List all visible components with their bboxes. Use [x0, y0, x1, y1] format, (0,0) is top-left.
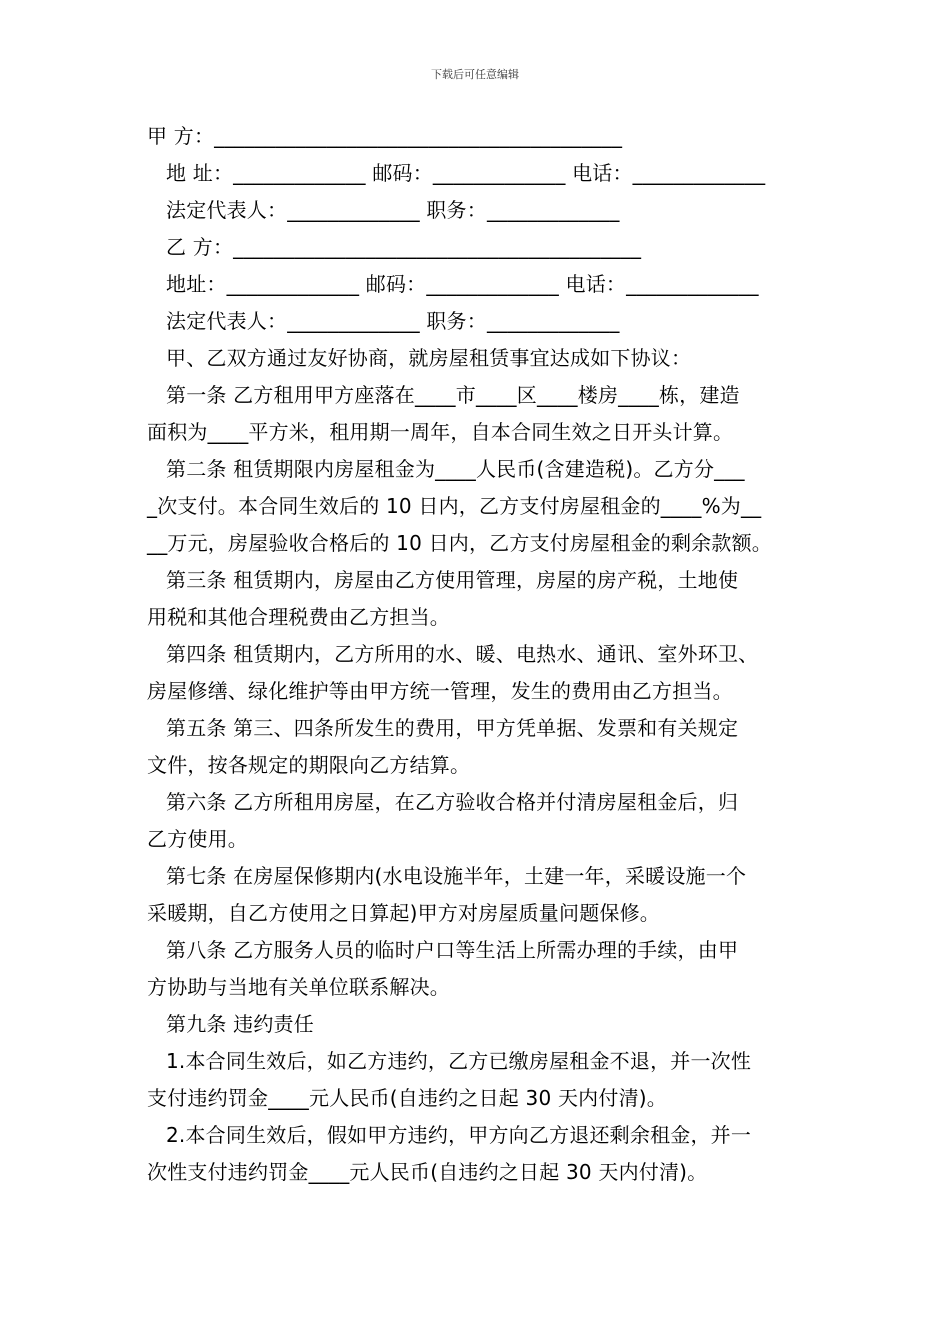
contract-line: 第九条 违约责任	[166, 1012, 314, 1036]
contract-line: 法定代表人：_____________ 职务：_____________	[166, 309, 620, 333]
contract-line: 法定代表人：_____________ 职务：_____________	[166, 198, 620, 222]
contract-line: __万元，房屋验收合格后的 10 日内，乙方支付房屋租金的剩余款额。	[147, 531, 772, 555]
contract-line: 第八条 乙方服务人员的临时户口等生活上所需办理的手续，由甲	[166, 938, 739, 962]
contract-line: 第三条 租赁期内，房屋由乙方使用管理，房屋的房产税，土地使	[166, 568, 739, 592]
contract-line: 文件，按各规定的期限向乙方结算。	[147, 753, 471, 777]
contract-body	[147, 118, 817, 1191]
contract-line: 乙 方：________________________________________	[166, 235, 642, 259]
contract-line: 1.本合同生效后，如乙方违约，乙方已缴房屋租金不退，并一次性	[166, 1049, 752, 1073]
contract-line: 采暖期，自乙方使用之日算起)甲方对房屋质量问题保修。	[147, 901, 661, 925]
contract-line: 乙方使用。	[147, 827, 248, 851]
contract-line: 第四条 租赁期内，乙方所用的水、暖、电热水、通讯、室外环卫、	[166, 642, 759, 666]
header-note: 下载后可任意编辑	[431, 68, 519, 81]
contract-line: 地址：_____________ 邮码：_____________ 电话：_____________	[166, 272, 759, 296]
contract-line: 面积为____平方米，租用期一周年，自本合同生效之日开头计算。	[147, 420, 734, 444]
contract-line: 第七条 在房屋保修期内(水电设施半年，土建一年，采暖设施一个	[166, 864, 747, 888]
contract-line: 第二条 租赁期限内房屋租金为____人民币(含建造税)。乙方分___	[166, 457, 745, 481]
contract-line: 第六条 乙方所租用房屋，在乙方验收合格并付清房屋租金后，归	[166, 790, 739, 814]
contract-line: 2.本合同生效后，假如甲方违约，甲方向乙方退还剩余租金，并一	[166, 1123, 752, 1147]
contract-line: 第一条 乙方租用甲方座落在____市____区____楼房____栋，建造	[166, 383, 740, 407]
contract-line: 甲 方：________________________________________	[147, 124, 623, 148]
contract-line: 用税和其他合理税费由乙方担当。	[147, 605, 450, 629]
contract-line: _次支付。本合同生效后的 10 日内，乙方支付房屋租金的____%为__	[147, 494, 762, 518]
contract-line: 第五条 第三、四条所发生的费用，甲方凭单据、发票和有关规定	[166, 716, 739, 740]
contract-line: 房屋修缮、绿化维护等由甲方统一管理，发生的费用由乙方担当。	[147, 679, 733, 703]
contract-line: 方协助与当地有关单位联系解决。	[147, 975, 450, 999]
contract-line: 甲、乙双方通过友好协商，就房屋租赁事宜达成如下协议：	[166, 346, 692, 370]
contract-line: 支付违约罚金____元人民币(自违约之日起 30 天内付清)。	[147, 1086, 667, 1110]
contract-line: 地 址：_____________ 邮码：_____________ 电话：_____________	[166, 161, 766, 185]
contract-line: 次性支付违约罚金____元人民币(自违约之日起 30 天内付清)。	[147, 1160, 708, 1184]
